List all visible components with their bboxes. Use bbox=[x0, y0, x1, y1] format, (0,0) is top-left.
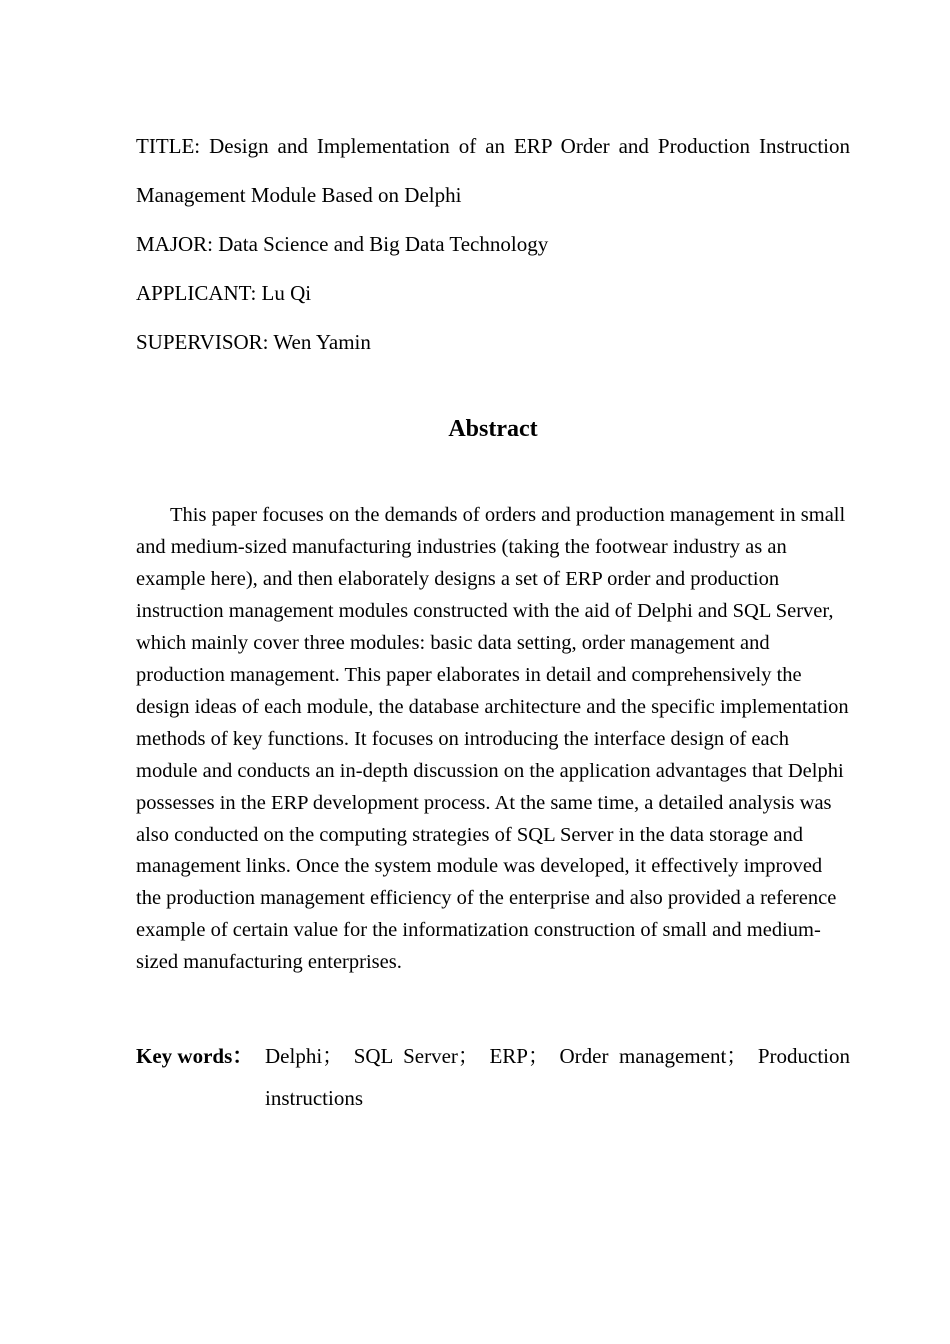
thesis-metadata bbox=[136, 122, 850, 367]
abstract-heading: Abstract bbox=[448, 416, 538, 442]
thesis-title: TITLE: Design and Implementation of an ERP Order and Production Instruction Management Module Based on Delphi bbox=[136, 134, 850, 207]
thesis-major: MAJOR: Data Science and Big Data Technology bbox=[136, 232, 549, 256]
keywords-list: Delphi； SQL Server； ERP； Order management； Production instructions bbox=[265, 1044, 850, 1110]
thesis-applicant: APPLICANT: Lu Qi bbox=[136, 281, 312, 305]
keywords-label: Key words： bbox=[136, 1044, 254, 1068]
keywords-section bbox=[136, 1036, 850, 1119]
thesis-supervisor: SUPERVISOR: Wen Yamin bbox=[136, 330, 371, 354]
abstract-body: This paper focuses on the demands of orders and production management in small and medium-sized manufacturing industries (taking the footwear industry as an example here), and then elaborately designs a set of ERP order and production instruction management modules constructed with the aid of Delphi and SQL Server, which mainly cover three modules: basic data setting, order management and production management. This paper elaborates in detail and comprehensively the design ideas of each module, the database architecture and the specific implementation methods of key functions. It focuses on introducing the interface design of each module and conducts an in-depth discussion on the application advantages that Delphi possesses in the ERP development process. At the same time, a detailed analysis was also conducted on the computing strategies of SQL Server in the data storage and management links. Once the system module was developed, it effectively improved the production management efficiency of the enterprise and also provided a reference example of certain value for the informatization construction of small and medium-sized manufacturing enterprises. bbox=[136, 504, 849, 974]
